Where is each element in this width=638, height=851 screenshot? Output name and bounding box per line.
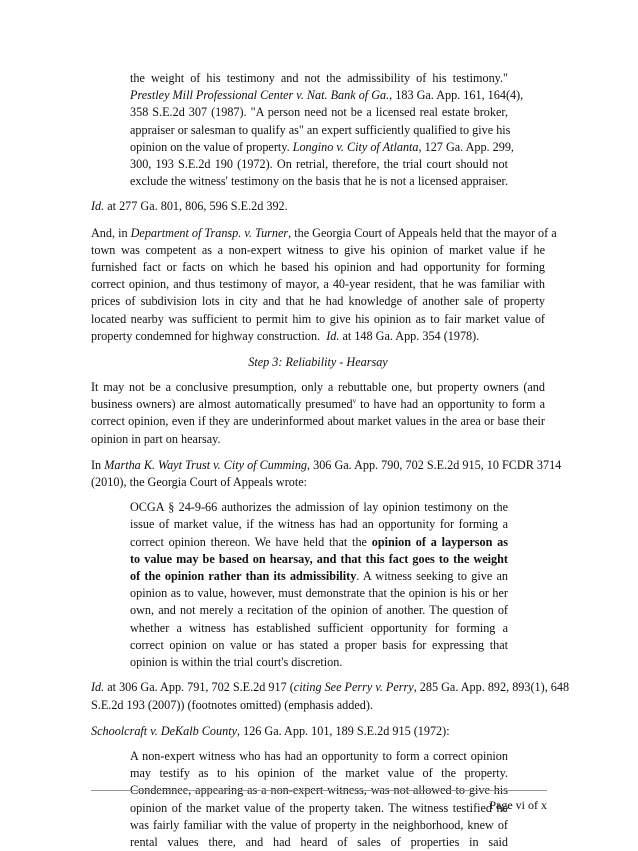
paragraph-wayt — [91, 457, 562, 491]
citation-schoolcraft — [91, 723, 545, 740]
case-name: Martha K. Wayt Trust v. City of Cumming — [104, 457, 308, 472]
text-line: the weight of his testimony and not the admissibility of his testimony." — [130, 71, 508, 85]
text-line: issue of market value, if the witness has had an opportunity for forming a — [130, 517, 508, 532]
text-line: Prestley Mill Professional Center v. Nat. Bank of Ga., 183 Ga. App. 161, 164(4), — [130, 88, 524, 103]
text-line: town was competent as a non-expert witness to give his opinion of market value if he — [91, 242, 545, 257]
text-line: furnished fact or facts on which he based his opinion and had opportunity for forming — [91, 260, 545, 275]
paragraph-step3 — [91, 379, 545, 448]
case-name: Department of Transp. v. Turner — [130, 225, 289, 240]
block-quote-2 — [130, 499, 508, 671]
text-line: business owners) are almost automatically presumed$^v$ to have had an opportunity to form a — [91, 397, 545, 412]
text-line: appraiser or salesman to qualify as" an expert sufficiently qualified to give his — [130, 122, 511, 137]
text-line: OCGA § 24-9-66 authorizes the admission of lay opinion testimony on the — [130, 500, 508, 515]
text-line: Schoolcraft v. DeKalb County, 126 Ga. App. 101, 189 S.E.2d 915 (1972): — [91, 723, 450, 738]
case-name: Longino v. City of Atlanta — [292, 139, 419, 154]
text-line: Id. at 277 Ga. 801, 806, 596 S.E.2d 392. — [91, 199, 288, 214]
text-line: 300, 193 S.E.2d 190 (1972). On retrial, therefore, the trial court should not — [130, 157, 508, 172]
text-line: And, in Department of Transp. v. Turner, the Georgia Court of Appeals held that the mayor of a — [91, 225, 557, 240]
text-line: S.E.2d 193 (2007)) (footnotes omitted) (emphasis added). — [91, 697, 373, 712]
text-line: own, and not merely a recitation of the opinion of another. The question of — [130, 603, 508, 618]
footer-rule — [91, 790, 547, 791]
text-line: opinion of the market value of the property taken. The witness testified he — [130, 800, 508, 815]
text-line: correct opinion, and thus testimony of mayor, a 40-year resident, that he was familiar with — [91, 277, 545, 292]
text-line: may testify as to his opinion of the market value of the property. — [130, 766, 508, 781]
text-line: A non-expert witness who has had an opportunity to form a correct opinion — [130, 748, 508, 763]
text-line: located nearby was sufficient to permit him to give his opinion as to fair market value of — [91, 311, 545, 326]
text-line: property condemned for highway construction. Id. at 148 Ga. App. 354 (1978). — [91, 328, 480, 343]
text-line: opinion as to value, however, must demonstrate that the opinion is his or her — [130, 586, 508, 601]
text-line: prices of subdivision lots in city and that he had knowledge of another sale of property — [91, 294, 545, 309]
text-line: In Martha K. Wayt Trust v. City of Cumming, 306 Ga. App. 790, 702 S.E.2d 915, 10 FCDR 3714 — [91, 457, 562, 472]
footnote-marker: v — [352, 397, 357, 406]
text-line: opinion is within the trial court's discretion. — [130, 655, 343, 670]
text-line: exclude the witness' testimony on the basis that he is not a licensed appraiser. — [130, 174, 508, 189]
text-line: opinion on the value of property. Longino v. City of Atlanta, 127 Ga. App. 299, — [130, 139, 514, 154]
text-line: was fairly familiar with the value of property in the neighborhood, knew of — [130, 817, 508, 832]
text-line: Id. at 306 Ga. App. 791, 702 S.E.2d 917 (citing See Perry v. Perry, 285 Ga. App. 892, 893(1), 648 — [91, 680, 570, 695]
text-line: whether a witness has established sufficient opportunity for forming a — [130, 620, 508, 635]
text-line: correct opinion on value or has stated a proper basis for expressing that — [130, 637, 508, 652]
text-line: rental values there, and had heard of sales of properties in said — [130, 834, 508, 849]
case-name: Prestley Mill Professional Center v. Nat. Bank of Ga. — [130, 88, 390, 103]
text-line: (2010), the Georgia Court of Appeals wrote: — [91, 475, 308, 490]
section-heading: Step 3: Reliability - Hearsay — [248, 355, 388, 370]
citation-id-2 — [91, 679, 570, 713]
paragraph-turner — [91, 225, 557, 345]
citation-id-1 — [91, 198, 545, 215]
case-name: Schoolcraft v. DeKalb County — [91, 723, 237, 738]
text-line: correct opinion, even if they are underinformed about market values in the area or base their — [91, 414, 545, 429]
text-line: of the opinion rather than its admissibility. A witness seeking to give an — [130, 569, 508, 584]
text-line: correct opinion thereon. We have held that the opinion of a layperson as — [130, 534, 508, 549]
block-quote-3 — [130, 748, 508, 851]
text-line: Condemnee, appearing as a non-expert witness, was not allowed to give his — [130, 783, 508, 798]
text-line: opinion in part on hearsay. — [91, 431, 221, 446]
text-line: 358 S.E.2d 307 (1987). "A person need not be a licensed real estate broker, — [130, 105, 508, 120]
text-line: to value may be based on hearsay, and that this fact goes to the weight — [130, 551, 508, 566]
page-number: Page vi of x — [489, 798, 547, 812]
text-line: It may not be a conclusive presumption, only a rebuttable one, but property owners (and — [91, 380, 545, 395]
block-quote-1 — [130, 70, 524, 190]
